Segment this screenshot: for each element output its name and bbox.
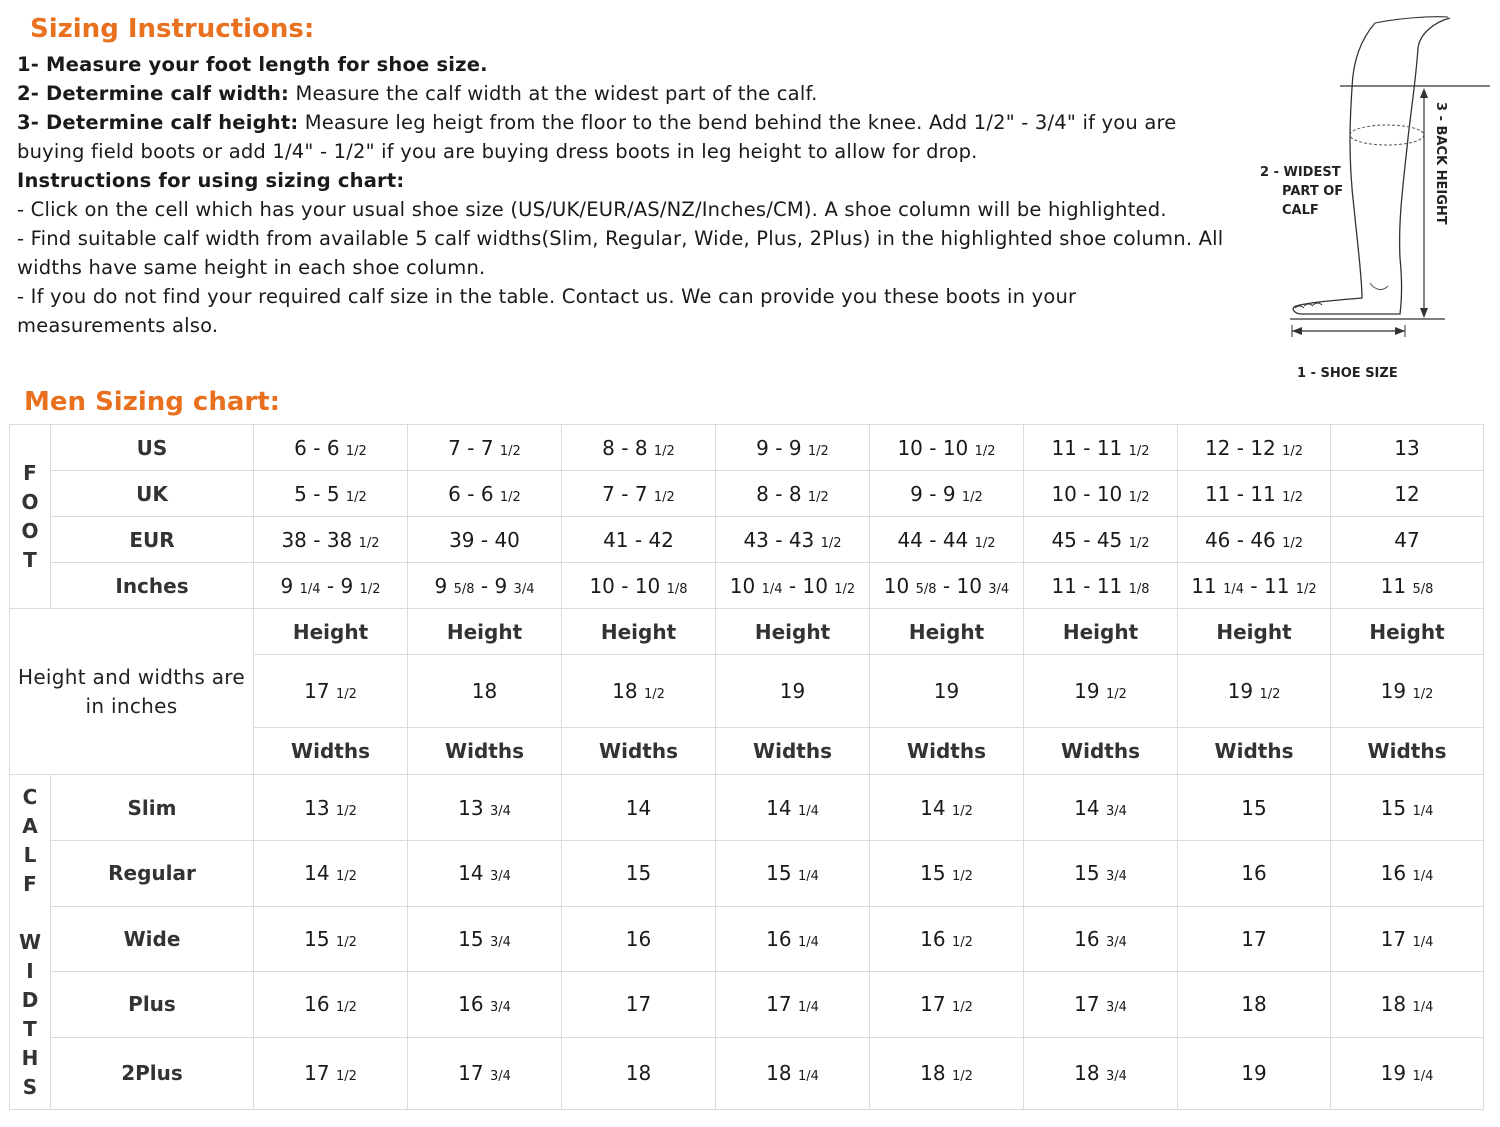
cell-value: 19 (933, 679, 960, 704)
shoe-size-cell[interactable] (1024, 425, 1178, 471)
height-cell (716, 655, 870, 728)
cell-value: 10 - 10 1/8 (589, 573, 688, 598)
cell-value: 16 1/2 (304, 992, 357, 1017)
cell-value: 19 1/2 (1380, 679, 1434, 704)
cell-value: 2Plus (121, 1061, 183, 1086)
vertical-letter: A (22, 813, 38, 838)
instructions-title: Sizing Instructions: (30, 14, 315, 44)
shoe-size-cell[interactable] (870, 517, 1024, 563)
cell-value: Height (1216, 619, 1292, 644)
calf-width-cell (1178, 775, 1331, 840)
height-cell (1178, 655, 1331, 728)
cell-value: 9 1/4 - 9 1/2 (280, 573, 381, 598)
cell-value: 6 - 6 1/2 (294, 435, 367, 460)
vertical-letter: O (21, 518, 39, 543)
widths-header (870, 728, 1024, 775)
cell-value: EUR (129, 527, 175, 552)
cell-value: 15 1/4 (766, 861, 819, 886)
vertical-letter: S (22, 1074, 38, 1099)
calf-width-cell (716, 775, 870, 840)
cell-value: 18 (1241, 992, 1267, 1017)
cell-value: Height (292, 619, 369, 644)
calf-width-cell (562, 906, 716, 971)
cell-value: 19 (779, 679, 806, 704)
calf-width-cell (562, 775, 716, 840)
calf-width-cell (1024, 906, 1178, 971)
height-header (1024, 609, 1178, 655)
cell-value: 10 5/8 - 10 3/4 (883, 573, 1010, 598)
row-label (51, 1037, 254, 1109)
cell-value: 14 3/4 (458, 861, 511, 886)
calf-row-regular (10, 840, 1484, 906)
calf-width-marker (1350, 125, 1424, 145)
cell-value: Height (754, 619, 831, 644)
calf-width-cell (1024, 971, 1178, 1037)
height-header (562, 609, 716, 655)
cell-value: 12 - 12 1/2 (1204, 435, 1304, 460)
vertical-letter: T (23, 1016, 37, 1041)
cell-value: 11 - 11 1/2 (1204, 481, 1304, 506)
calf-width-cell (254, 906, 408, 971)
shoe-size-cell[interactable] (562, 471, 716, 517)
chart-title: Men Sizing chart: (24, 387, 281, 417)
cell-value: 18 3/4 (1074, 1061, 1127, 1086)
calf-width-cell (1178, 840, 1331, 906)
cell-value: Widths (907, 739, 986, 764)
label-widest-2: PART OF (1282, 184, 1344, 199)
row-label (51, 471, 254, 517)
chart-usage-title: Instructions for using sizing chart: (17, 169, 405, 192)
calf-row-plus (10, 971, 1484, 1037)
calf-row-slim (10, 775, 1484, 840)
cell-value: 38 - 38 1/2 (281, 527, 380, 552)
shoe-size-cell[interactable] (562, 425, 716, 471)
height-cell (562, 655, 716, 728)
cell-value: Height and widths are in inches (17, 664, 245, 718)
shoe-size-cell[interactable] (1178, 425, 1331, 471)
widths-header (254, 728, 408, 775)
row-label (51, 563, 254, 609)
shoe-size-cell[interactable] (1024, 563, 1178, 609)
shoe-size-cell[interactable] (1178, 471, 1331, 517)
cell-value: Plus (128, 992, 176, 1017)
cell-value: Regular (108, 861, 196, 886)
cell-value: 10 1/4 - 10 1/2 (729, 573, 856, 598)
cell-value: Slim (127, 795, 177, 820)
units-note (10, 609, 254, 775)
calf-width-cell (254, 775, 408, 840)
cell-value: Wide (123, 926, 181, 951)
height-header (408, 609, 562, 655)
shoe-size-cell[interactable] (254, 471, 408, 517)
vertical-letter (10, 899, 50, 928)
label-widest-3: CALF (1282, 203, 1319, 218)
vertical-letter: F (23, 871, 37, 896)
cell-value: 17 3/4 (1074, 992, 1127, 1017)
foot-row-eur (10, 517, 1484, 563)
cell-value: 16 1/2 (920, 926, 973, 951)
vertical-letter: D (21, 987, 39, 1012)
row-label (51, 425, 254, 471)
cell-value: 41 - 42 (603, 527, 674, 552)
calf-width-cell (408, 1037, 562, 1109)
sizing-chart-table (9, 424, 1484, 1110)
calf-width-cell (870, 840, 1024, 906)
cell-value: 11 - 11 1/8 (1051, 573, 1150, 598)
shoe-size-cell[interactable] (1178, 517, 1331, 563)
cell-value: 15 (1241, 795, 1267, 820)
cell-value: Widths (1214, 739, 1294, 764)
shoe-size-cell[interactable] (562, 517, 716, 563)
cell-value: 12 (1394, 481, 1420, 506)
cell-value: 7 - 7 1/2 (602, 481, 675, 506)
cell-value: 17 1/2 (304, 679, 357, 704)
cell-value: 45 - 45 1/2 (1051, 527, 1150, 552)
row-label (51, 971, 254, 1037)
widths-header (716, 728, 870, 775)
shoe-size-cell[interactable] (716, 425, 870, 471)
step-2: 2- Determine calf width: Measure the calf width at the widest part of the calf. (17, 82, 818, 105)
calf-width-cell (562, 840, 716, 906)
shoe-size-cell[interactable] (716, 563, 870, 609)
cell-value: 17 3/4 (458, 1061, 511, 1086)
cell-value: 18 (625, 1061, 652, 1086)
shoe-size-cell[interactable] (1024, 471, 1178, 517)
cell-value: 16 1/4 (766, 926, 819, 951)
calf-width-cell (562, 1037, 716, 1109)
cell-value: 15 3/4 (458, 926, 511, 951)
foot-row-inches (10, 563, 1484, 609)
shoe-size-cell[interactable] (1331, 471, 1484, 517)
cell-value: 14 1/2 (304, 861, 357, 886)
cell-value: Widths (753, 739, 832, 764)
cell-value: 14 1/4 (766, 795, 819, 820)
shoe-size-cell[interactable] (1024, 517, 1178, 563)
cell-value: 7 - 7 1/2 (448, 435, 521, 460)
cell-value: 11 - 11 1/2 (1051, 435, 1150, 460)
cell-value: Height (600, 619, 677, 644)
cell-value: 5 - 5 1/2 (294, 481, 367, 506)
calf-width-cell (716, 971, 870, 1037)
calf-width-cell (716, 1037, 870, 1109)
step-1: 1- Measure your foot length for shoe size. (17, 53, 488, 76)
shoe-size-cell[interactable] (870, 425, 1024, 471)
foot-vertical-label (10, 425, 51, 609)
bullet-2: - Find suitable calf width from available 5 calf widths(Slim, Regular, Wide, Plus, 2Plus) in the highlighted shoe column. All widths have same height in each shoe column. (17, 227, 1224, 279)
cell-value: 17 1/2 (304, 1061, 357, 1086)
height-cell (870, 655, 1024, 728)
calf-width-cell (1178, 906, 1331, 971)
cell-value: 8 - 8 1/2 (756, 481, 829, 506)
height-cell (408, 655, 562, 728)
instructions-block (17, 50, 1227, 340)
shoe-size-cell[interactable] (1331, 517, 1484, 563)
bullet-3: - If you do not find your required calf size in the table. Contact us. We can provide you these boots in your measurements also. (17, 285, 1077, 337)
cell-value: 46 - 46 1/2 (1204, 527, 1304, 552)
shoe-size-cell[interactable] (1178, 563, 1331, 609)
vertical-letter: L (23, 842, 37, 867)
calf-width-cell (254, 971, 408, 1037)
cell-value: 17 1/4 (766, 992, 819, 1017)
cell-value: 16 1/4 (1380, 861, 1434, 886)
cell-value: 13 3/4 (458, 795, 511, 820)
cell-value: 16 3/4 (458, 992, 511, 1017)
cell-value: 15 (625, 861, 652, 886)
widths-header (562, 728, 716, 775)
cell-value: 19 1/4 (1380, 1061, 1434, 1086)
height-header (1178, 609, 1331, 655)
height-cell (254, 655, 408, 728)
vertical-letter: F (23, 460, 37, 485)
cell-value: Inches (115, 573, 189, 598)
calf-width-cell (1178, 1037, 1331, 1109)
calf-width-cell (254, 1037, 408, 1109)
cell-value: 18 1/4 (1380, 992, 1434, 1017)
widths-header (1331, 728, 1484, 775)
cell-value: Height (1062, 619, 1139, 644)
cell-value: 10 - 10 1/2 (1051, 481, 1150, 506)
height-cell (1331, 655, 1484, 728)
cell-value: 9 - 9 1/2 (910, 481, 983, 506)
shoe-size-cell[interactable] (1331, 563, 1484, 609)
height-header (870, 609, 1024, 655)
calf-width-cell (1331, 1037, 1484, 1109)
height-header (254, 609, 408, 655)
vertical-letter: I (26, 958, 34, 983)
vertical-letter: O (21, 489, 39, 514)
calf-widths-vertical-label (10, 775, 51, 1110)
calf-width-cell (408, 906, 562, 971)
height-header (1331, 609, 1484, 655)
calf-width-cell (1024, 1037, 1178, 1109)
widths-header (1178, 728, 1331, 775)
calf-width-cell (716, 906, 870, 971)
vertical-letter: W (18, 929, 42, 954)
cell-value: Height (908, 619, 985, 644)
calf-width-cell (1024, 840, 1178, 906)
cell-value: 8 - 8 1/2 (602, 435, 675, 460)
cell-value: Widths (445, 739, 524, 764)
calf-width-cell (408, 840, 562, 906)
cell-value: 19 (1241, 1061, 1267, 1086)
calf-width-cell (408, 971, 562, 1037)
foot-row-uk (10, 471, 1484, 517)
shoe-size-cell[interactable] (870, 563, 1024, 609)
vertical-letter: C (22, 784, 38, 809)
calf-width-cell (716, 840, 870, 906)
cell-value: 15 3/4 (1074, 861, 1127, 886)
widths-header (1024, 728, 1178, 775)
cell-value: 18 (471, 679, 498, 704)
cell-value: 16 3/4 (1074, 926, 1127, 951)
calf-width-cell (1178, 971, 1331, 1037)
label-back-height: 3 - BACK HEIGHT (1433, 102, 1448, 225)
cell-value: 13 (1394, 435, 1420, 460)
calf-width-cell (870, 971, 1024, 1037)
cell-value: 18 1/2 (612, 679, 665, 704)
cell-value: 9 5/8 - 9 3/4 (434, 573, 535, 598)
calf-row-wide (10, 906, 1484, 971)
cell-value: 15 1/2 (304, 926, 357, 951)
cell-value: 11 1/4 - 11 1/2 (1191, 573, 1317, 598)
height-cell (1024, 655, 1178, 728)
bullet-1: - Click on the cell which has your usual shoe size (US/UK/EUR/AS/NZ/Inches/CM). A shoe column will be highlighted. (17, 198, 1167, 221)
row-label (51, 840, 254, 906)
shoe-size-cell[interactable] (1331, 425, 1484, 471)
cell-value: 19 1/2 (1227, 679, 1281, 704)
step-3: 3- Determine calf height: Measure leg heigt from the floor to the bend behind the knee. Add 1/2" - 3/4" if you are buying field boots or add 1/4" - 1/2" if you are buying dress boots in leg height to allow for drop. (17, 111, 1177, 163)
calf-width-cell (870, 906, 1024, 971)
shoe-size-cell[interactable] (408, 425, 562, 471)
shoe-size-cell[interactable] (408, 563, 562, 609)
shoe-size-cell[interactable] (408, 471, 562, 517)
shoe-size-cell[interactable] (408, 517, 562, 563)
cell-value: 17 (625, 992, 652, 1017)
vertical-letter: T (23, 547, 37, 572)
height-header-row (10, 609, 1484, 655)
cell-value: 15 1/4 (1380, 795, 1434, 820)
calf-width-cell (1331, 775, 1484, 840)
label-widest-1: 2 - WIDEST (1260, 165, 1341, 180)
calf-width-cell (254, 840, 408, 906)
cell-value: 9 - 9 1/2 (756, 435, 829, 460)
calf-width-cell (1331, 906, 1484, 971)
calf-width-cell (562, 971, 716, 1037)
cell-value: 11 5/8 (1380, 573, 1434, 598)
height-header (716, 609, 870, 655)
cell-value: US (136, 435, 168, 460)
shoe-size-cell[interactable] (254, 425, 408, 471)
widths-header (408, 728, 562, 775)
shoe-size-cell[interactable] (716, 517, 870, 563)
calf-width-cell (408, 775, 562, 840)
leg-measurement-diagram (1240, 8, 1490, 388)
cell-value: 14 1/2 (920, 795, 973, 820)
calf-width-cell (1024, 775, 1178, 840)
cell-value: 17 1/2 (920, 992, 973, 1017)
cell-value: Widths (291, 739, 370, 764)
cell-value: Height (1369, 619, 1445, 644)
cell-value: 44 - 44 1/2 (897, 527, 996, 552)
calf-width-cell (870, 1037, 1024, 1109)
cell-value: 19 1/2 (1074, 679, 1127, 704)
cell-value: 43 - 43 1/2 (743, 527, 842, 552)
row-label (51, 775, 254, 840)
cell-value: 18 1/2 (920, 1061, 973, 1086)
foot-row-us (10, 425, 1484, 471)
cell-value: 10 - 10 1/2 (897, 435, 996, 460)
cell-value: Widths (1367, 739, 1447, 764)
shoe-size-cell[interactable] (562, 563, 716, 609)
vertical-letter: H (21, 1045, 39, 1070)
calf-width-cell (1331, 840, 1484, 906)
calf-row-2plus (10, 1037, 1484, 1109)
cell-value: 14 3/4 (1074, 795, 1127, 820)
cell-value: 18 1/4 (766, 1061, 819, 1086)
cell-value: 16 (1241, 861, 1267, 886)
shoe-size-cell[interactable] (254, 517, 408, 563)
shoe-size-cell[interactable] (254, 563, 408, 609)
cell-value: 15 1/2 (920, 861, 973, 886)
shoe-size-cell[interactable] (870, 471, 1024, 517)
cell-value: Widths (1061, 739, 1140, 764)
cell-value: 17 (1241, 926, 1267, 951)
calf-width-cell (1331, 971, 1484, 1037)
cell-value: UK (136, 481, 168, 506)
cell-value: 47 (1394, 527, 1420, 552)
row-label (51, 517, 254, 563)
cell-value: 39 - 40 (449, 527, 520, 552)
cell-value: 17 1/4 (1380, 926, 1434, 951)
cell-value: 16 (625, 926, 652, 951)
cell-value: Widths (599, 739, 678, 764)
cell-value: Height (446, 619, 523, 644)
cell-value: 6 - 6 1/2 (448, 481, 521, 506)
calf-width-cell (870, 775, 1024, 840)
row-label (51, 906, 254, 971)
cell-value: 13 1/2 (304, 795, 357, 820)
label-shoe-size: 1 - SHOE SIZE (1297, 366, 1398, 381)
cell-value: 14 (625, 795, 652, 820)
shoe-size-cell[interactable] (716, 471, 870, 517)
